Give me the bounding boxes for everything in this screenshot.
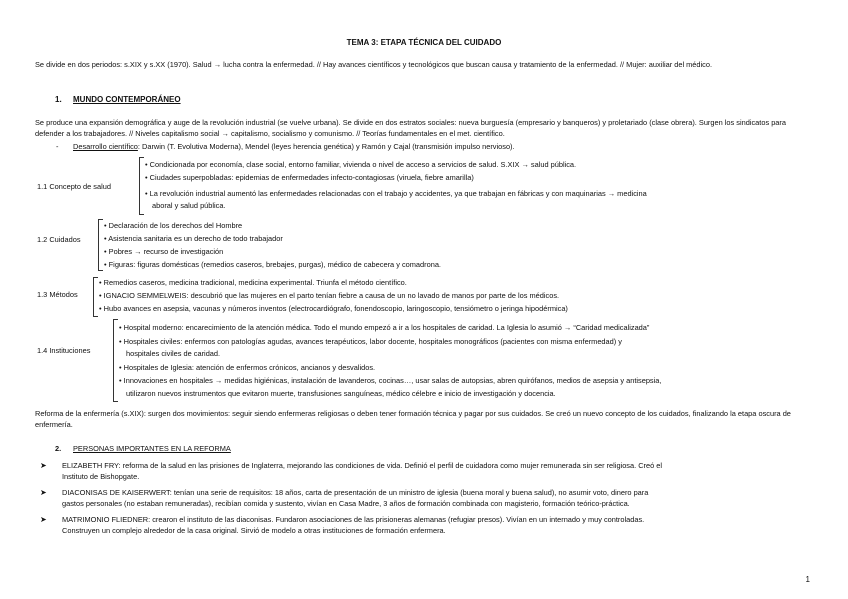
metodos-item: • Hubo avances en asepsia, vacunas y números inventos (electrocardiógrafo, fonendoscopio, laringoscopio, tensiómetro o jeringa hipodérmica) [99,304,568,313]
brace-metodos [93,277,98,317]
person-item: ➤ MATRIMONIO FLIEDNER: crearon el instituto de las diaconisas. Fundaron asociaciones de las prisioneras alemanas (refugiar presos). Vivían en un internado y muy controladas. Construyen un complejo alrededor de la casa original. Sirvió de modelo a otras instituciones de formación enfermera. [40,515,645,535]
reform-paragraph: Reforma de la enfermería (s.XIX): surgen dos movimientos: seguir siendo enfermeras religiosas o deben tener formación técnica y pagar por sus cuidados. Se creó un nuevo concepto de los cuidados, finalizando la etapa oscura de enfermería. [35,409,791,429]
salud-item: • Condicionada por economía, clase social, entorno familiar, vivienda o nivel de acceso a servicios de salud. S.XIX → salud pública. [145,160,577,169]
salud-item: • Ciudades superpobladas: epidemias de enfermedades infecto-contagiosas (viruela, fiebre amarilla) [145,173,474,182]
section2-number: 2. [55,444,62,453]
section2-heading: PERSONAS IMPORTANTES EN LA REFORMA [73,444,231,453]
brace-salud [139,157,144,215]
cuidados-item: • Pobres → recurso de investigación [104,247,224,256]
inst-item: • Innovaciones en hospitales → medidas higiénicas, instalación de lavanderos, cocinas…, usar salas de autopsias, abren quirófanos, medios de asepsia y antisepsia, [119,376,662,385]
arrow-bullet-icon: ➤ [40,461,47,470]
brace-instituciones [113,319,118,402]
cuidados-item: • Figuras: figuras domésticas (remedios caseros, brebajes, purgas), médico de cabecera y comadrona. [104,260,441,269]
document-title: TEMA 3: ETAPA TÉCNICA DEL CUIDADO [346,38,502,47]
dev-label: Desarrollo científico [73,142,138,151]
cuidados-item: • Asistencia sanitaria es un derecho de todo trabajador [104,234,283,243]
metodos-item: • IGNACIO SEMMELWEIS: descubrió que las mujeres en el parto tenían fiebre a causa de un no lavado de manos por parte de los médicos. [99,291,560,300]
salud-item-cont: aboral y salud pública. [152,201,226,210]
arrow-bullet-icon: ➤ [40,488,47,497]
sub-label-metodos: 1.3 Métodos [37,290,78,299]
inst-item: • Hospitales civiles: enfermos con patologías agudas, avances terapéuticos, labor docente, hospitales monográficos (pacientes con misma enfermedad) y [119,337,622,346]
sub-label-cuidados: 1.2 Cuidados [37,235,81,244]
dev-dash: - [56,142,59,151]
section1-heading: MUNDO CONTEMPORÁNEO [73,95,181,104]
section1-paragraph: Se produce una expansión demográfica y auge de la revolución industrial (se vuelve urbana). Se divide en dos estratos sociales: nueva burguesía (empresario y banqueros) y proletariado (clase obrera). Surgen los sindicatos para defender a los trabajadores. // Niveles capitalismo social → capitalismo, socialismo y comunismo. // Teorías fundamentales en el met. científico. [35,118,786,138]
metodos-item: • Remedios caseros, medicina tradicional, medicina experimental. Triunfa el método científico. [99,278,407,287]
dev-line [73,142,515,153]
intro-paragraph: Se divide en dos periodos: s.XIX y s.XX (1970). Salud → lucha contra la enfermedad. // Hay avances científicos y tecnológicos que buscan causa y tratamiento de la enfermedad. // Mujer: auxiliar del médico. [35,60,713,69]
section1-number: 1. [55,95,62,104]
page-number: 1 [805,575,810,584]
sub-label-salud: 1.1 Concepto de salud [37,182,111,191]
arrow-bullet-icon: ➤ [40,515,47,524]
brace-cuidados [98,219,103,271]
person-item: ➤ ELIZABETH FRY: reforma de la salud en las prisiones de Inglaterra, mejorando las condiciones de vida. Definió el perfil de cuidadora como mujer remunerada sin ser religiosa. Creó el Instituto de Bishopgate. [40,461,663,481]
inst-item: • Hospital moderno: encarecimiento de la atención médica. Todo el mundo empezó a ir a los hospitales de caridad. La Iglesia lo asumió → “Caridad medicalizada” [119,323,650,332]
person-item: ➤ DIACONISAS DE KAISERWERT: tenían una serie de requisitos: 18 años, carta de presentación de un ministro de iglesia (buena moral y buena salud), no asumir voto, dinero para gastos personales (no estaban remuneradas), recibían comida y sustento, vivían en Casa Madre, 3 años de formación combinada con magisterio, formación teórico-práctica. [40,488,649,508]
inst-item-cont: hospitales civiles de caridad. [126,349,221,358]
inst-item: • Hospitales de Iglesia: atención de enfermos crónicos, ancianos y desvalidos. [119,363,376,372]
inst-item-cont: utilizaron nuevos instrumentos que evitaron muerte, transfusiones sanguíneas, médico célebre e inicio de investigación y docencia. [126,389,556,398]
cuidados-item: • Declaración de los derechos del Hombre [104,221,243,230]
sub-label-instituciones: 1.4 Instituciones [37,346,91,355]
dev-text: : Darwin (T. Evolutiva Moderna), Mendel (leyes herencia genética) y Ramón y Cajal (transmisión impulso nervioso). [137,142,515,151]
salud-item: • La revolución industrial aumentó las enfermedades relacionadas con el trabajo y accidentes, ya que trabajan en fábricas y con maquinarias → medicina [145,189,647,198]
